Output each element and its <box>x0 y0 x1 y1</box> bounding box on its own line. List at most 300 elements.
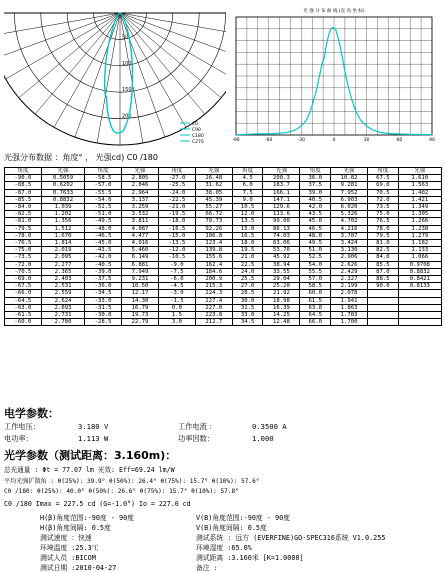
table-cell: 1.402 <box>398 189 441 196</box>
table-cell: -49.5 <box>85 218 122 225</box>
table-cell: 25.5 <box>232 276 263 283</box>
table-cell: 215.3 <box>195 283 232 290</box>
table-cell: 2.624 <box>41 297 84 304</box>
table-cell: 227.4 <box>195 297 232 304</box>
table-cell: 82.5 <box>368 247 399 254</box>
table-row <box>5 312 442 319</box>
table-cell: -61.5 <box>5 312 42 319</box>
table-cell: -66.0 <box>5 290 42 297</box>
table-header-cell: 角度 <box>232 168 263 175</box>
polar-chart <box>4 3 226 153</box>
table-cell: 2.403 <box>41 276 84 283</box>
table-cell: 52.5 <box>300 254 331 261</box>
table-cell: 64.5 <box>300 312 331 319</box>
table-cell: 1.610 <box>398 175 441 182</box>
table-cell: 3.424 <box>331 240 368 247</box>
table-cell: -43.5 <box>85 247 122 254</box>
table-cell: -58.5 <box>85 175 122 182</box>
table-cell: 69.0 <box>368 182 399 189</box>
table-row <box>5 175 442 182</box>
table-cell: 2.327 <box>331 276 368 283</box>
table-cell: -73.5 <box>5 254 42 261</box>
table-cell: -34.5 <box>85 290 122 297</box>
table-cell: 3.0 <box>158 319 195 326</box>
table-cell: -70.5 <box>5 268 42 275</box>
table-header-cell: 光强 <box>263 168 300 175</box>
table-cell: 34.5 <box>232 319 263 326</box>
table-cell: 25.20 <box>263 283 300 290</box>
table-row <box>5 196 442 203</box>
table-cell: 3.137 <box>122 196 159 203</box>
table-cell: 7.5 <box>232 189 263 196</box>
table-cell: -72.0 <box>5 261 42 268</box>
table-cell: 18.98 <box>263 297 300 304</box>
table-cell: 75.0 <box>368 211 399 218</box>
table-cell: 21.0 <box>232 254 263 261</box>
table-cell: 113.6 <box>263 211 300 218</box>
table-cell: -82.5 <box>5 211 42 218</box>
table-cell: 57.0 <box>300 276 331 283</box>
table-cell: 1.563 <box>398 182 441 189</box>
table-cell: -55.5 <box>85 189 122 196</box>
table-cell <box>398 297 441 304</box>
cartesian-x-tick-label: -30 <box>297 138 306 143</box>
polar-intensity-curve <box>105 13 133 133</box>
table-cell: 1.5 <box>158 312 195 319</box>
table-cell: 45.39 <box>195 196 232 203</box>
table-cell: 200.3 <box>263 175 300 182</box>
table-cell: 19.5 <box>232 247 263 254</box>
table-cell: 7.949 <box>122 268 159 275</box>
table-cell: 1.670 <box>41 232 84 239</box>
table-cell: -16.5 <box>158 225 195 232</box>
table-cell: 6.0 <box>232 182 263 189</box>
table-cell: -81.0 <box>5 218 42 225</box>
table-cell: -1.5 <box>158 297 195 304</box>
table-cell: -40.5 <box>85 261 122 268</box>
table-cell: 6.149 <box>122 254 159 261</box>
footer-note: 备注 : <box>196 564 218 572</box>
table-row <box>5 204 442 211</box>
table-cell: 85.5 <box>368 261 399 268</box>
table-cell: 33.0 <box>232 312 263 319</box>
table-cell: 74.03 <box>263 232 300 239</box>
table-cell: 53.70 <box>263 247 300 254</box>
table-cell: 87.0 <box>368 268 399 275</box>
table-cell: 14.30 <box>122 297 159 304</box>
table-cell: -4.5 <box>158 283 195 290</box>
table-cell: 2.906 <box>331 254 368 261</box>
table-cell: -78.0 <box>5 232 42 239</box>
cartesian-x-tick-label: 60 <box>396 138 403 143</box>
table-cell: -37.5 <box>85 276 122 283</box>
table-cell: 42.0 <box>300 204 331 211</box>
table-row <box>5 247 442 254</box>
table-cell: 4.087 <box>122 225 159 232</box>
table-cell: 227.0 <box>195 304 232 311</box>
table-cell: -18.0 <box>158 218 195 225</box>
table-cell <box>368 312 399 319</box>
table-cell: 0.5059 <box>41 175 84 182</box>
table-row <box>5 232 442 239</box>
table-cell <box>368 319 399 326</box>
table-row <box>5 268 442 275</box>
table-cell: 79.73 <box>195 218 232 225</box>
table-cell: 0.8832 <box>41 196 84 203</box>
table-cell: 10.5 <box>232 204 263 211</box>
table-cell: 184.6 <box>195 268 232 275</box>
table-cell: 9.0 <box>232 196 263 203</box>
table-cell: -30.0 <box>85 312 122 319</box>
footer-h-step: H(β)角度间隔: 0.5度 <box>40 524 111 532</box>
footer-distance: 测试距离 :3.160米 [K=1.0000] <box>196 554 304 562</box>
table-header-cell: 光强 <box>41 168 84 175</box>
table-cell: 6.881 <box>122 261 159 268</box>
table-cell: 38.94 <box>263 261 300 268</box>
table-cell: 55.27 <box>195 204 232 211</box>
table-row <box>5 297 442 304</box>
table-cell: -15.0 <box>158 232 195 239</box>
table-row <box>5 276 442 283</box>
table-row <box>5 290 442 297</box>
table-cell <box>398 304 441 311</box>
table-header-cell: 光强 <box>398 168 441 175</box>
table-cell: 21.92 <box>263 290 300 297</box>
table-row <box>5 304 442 311</box>
table-cell <box>368 290 399 297</box>
table-cell: -13.5 <box>158 240 195 247</box>
table-cell: 10.50 <box>122 283 159 290</box>
polar-grid-spoke <box>120 13 226 58</box>
table-cell: 61.5 <box>300 297 331 304</box>
intensity-data-table <box>4 167 442 326</box>
table-cell: 4.477 <box>122 232 159 239</box>
voltage-value: 3.180 V <box>78 422 109 431</box>
table-cell: 2.846 <box>122 182 159 189</box>
table-cell: 9.231 <box>122 276 159 283</box>
table-cell: 2.531 <box>41 283 84 290</box>
table-header-cell: 角度 <box>300 168 331 175</box>
table-title: 光强分布数据 ：角度° ， 光强cd) C0 /180 <box>4 153 158 162</box>
table-cell: 92.26 <box>195 225 232 232</box>
table-cell: 5.326 <box>331 211 368 218</box>
optical-line-c0: C0 /180: θ(25%): 40.0° θ(50%): 26.6° θ(75%): 15.7° θ(10%): 57.8° <box>4 488 239 495</box>
table-cell: 2.693 <box>41 304 84 311</box>
polar-radial-label: 150 <box>122 87 132 94</box>
footer-speed: 测试速度 ：快速 <box>40 534 92 542</box>
table-cell: 1.182 <box>398 240 441 247</box>
table-header-cell: 光强 <box>122 168 159 175</box>
table-cell: 106.8 <box>195 232 232 239</box>
table-cell: 4.5 <box>232 175 263 182</box>
table-cell: 1.266 <box>398 218 441 225</box>
table-cell: 12.17 <box>122 290 159 297</box>
table-cell: 0.6202 <box>41 182 84 189</box>
table-cell: 19.73 <box>122 312 159 319</box>
table-cell: -60.0 <box>5 319 42 326</box>
table-cell: 2.019 <box>41 247 84 254</box>
table-cell: 55.5 <box>300 268 331 275</box>
table-cell: 1.941 <box>331 297 368 304</box>
table-cell: 2.199 <box>331 283 368 290</box>
table-header-cell: 角度 <box>85 168 122 175</box>
table-cell: -46.5 <box>85 232 122 239</box>
polar-legend-label: C0 <box>192 122 199 127</box>
table-cell: 129.6 <box>263 204 300 211</box>
table-cell: 81.0 <box>368 240 399 247</box>
table-cell: -64.5 <box>5 297 42 304</box>
table-cell: 3.532 <box>122 211 159 218</box>
table-cell: 86.13 <box>263 225 300 232</box>
voltage-label: 工作电压： <box>4 422 40 431</box>
footer-right <box>196 512 385 572</box>
footer-date: 测试日期 :2010-04-27 <box>40 564 117 572</box>
table-cell: 73.5 <box>368 204 399 211</box>
table-cell: -21.0 <box>158 204 195 211</box>
table-cell <box>368 304 399 311</box>
table-cell: -75.0 <box>5 247 42 254</box>
table-cell <box>368 297 399 304</box>
table-cell: 1.814 <box>41 240 84 247</box>
table-cell: 78.0 <box>368 225 399 232</box>
table-cell <box>398 319 441 326</box>
table-cell: 4.216 <box>331 225 368 232</box>
table-row <box>5 225 442 232</box>
table-cell: 0.7633 <box>41 189 84 196</box>
table-cell: 45.0 <box>300 218 331 225</box>
table-cell: -3.0 <box>158 290 195 297</box>
table-cell: -69.0 <box>5 276 42 283</box>
table-cell: 22.5 <box>232 261 263 268</box>
polar-legend-label: C90 <box>192 128 201 133</box>
table-cell: -67.5 <box>5 283 42 290</box>
table-row <box>5 218 442 225</box>
table-header-cell: 角度 <box>158 168 195 175</box>
optical-line-imax: C0 /180 Imax = 227.5 cd (G=-1.0°) Io = 227.0 cd <box>4 500 191 508</box>
table-cell: 31.62 <box>195 182 232 189</box>
footer-humidity: 环境湿度 :65.0% <box>196 544 252 552</box>
table-cell: 7.952 <box>331 189 368 196</box>
table-cell: -36.0 <box>85 283 122 290</box>
table-cell: 28.5 <box>232 290 263 297</box>
table-cell: 67.5 <box>368 175 399 182</box>
table-cell: 10.82 <box>331 175 368 182</box>
power-factor-value: 1.000 <box>252 434 274 443</box>
polar-legend-label: C270 <box>192 140 204 145</box>
table-cell: 1.356 <box>41 218 84 225</box>
table-cell: 72.0 <box>368 196 399 203</box>
table-cell: 123.4 <box>195 240 232 247</box>
table-cell: 0.8832 <box>398 268 441 275</box>
footer-left <box>40 512 134 572</box>
table-row <box>5 261 442 268</box>
table-cell: 84.0 <box>368 254 399 261</box>
table-cell: 40.5 <box>300 196 331 203</box>
table-cell: 1.700 <box>331 319 368 326</box>
table-cell: -12.0 <box>158 247 195 254</box>
table-cell: 1.066 <box>398 254 441 261</box>
table-cell: 1.039 <box>41 204 84 211</box>
table-cell: 2.365 <box>41 268 84 275</box>
table-cell <box>398 312 441 319</box>
table-cell: 139.8 <box>195 247 232 254</box>
table-cell: -42.0 <box>85 254 122 261</box>
table-cell: 162.4 <box>195 261 232 268</box>
cartesian-x-tick-label: 0 <box>332 138 336 143</box>
table-cell: -45.0 <box>85 240 122 247</box>
table-cell: 18.0 <box>232 240 263 247</box>
table-cell: -84.0 <box>5 204 42 211</box>
table-cell: 4.916 <box>122 240 159 247</box>
table-cell: -39.0 <box>85 268 122 275</box>
table-cell: 48.0 <box>300 232 331 239</box>
table-cell: 183.7 <box>263 182 300 189</box>
table-cell: 63.0 <box>300 304 331 311</box>
table-cell: 54.0 <box>300 261 331 268</box>
table-cell: 2.805 <box>122 175 159 182</box>
table-cell: 15.0 <box>232 225 263 232</box>
table-cell: 2.559 <box>41 290 84 297</box>
table-cell: 38.05 <box>195 189 232 196</box>
table-cell: 1.279 <box>398 232 441 239</box>
power-value: 1.113 W <box>78 434 109 443</box>
table-cell: 36.0 <box>300 175 331 182</box>
table-cell: 223.8 <box>195 312 232 319</box>
cartesian-x-tick-label: -90 <box>232 138 240 143</box>
table-cell: 0.8133 <box>398 283 441 290</box>
table-cell: -7.5 <box>158 268 195 275</box>
table-header-row <box>5 168 442 175</box>
table-cell: 0.0 <box>158 304 195 311</box>
table-cell: 3.259 <box>122 204 159 211</box>
table-cell: 3.787 <box>331 232 368 239</box>
table-cell: 1.238 <box>398 225 441 232</box>
table-cell: 58.5 <box>300 283 331 290</box>
table-cell: -10.5 <box>158 254 195 261</box>
table-cell: -52.5 <box>85 204 122 211</box>
table-cell: 2.780 <box>41 319 84 326</box>
table-cell: 27.0 <box>232 283 263 290</box>
power-label: 电功率： <box>4 434 33 443</box>
table-cell: -22.5 <box>158 196 195 203</box>
table-cell: 63.06 <box>263 240 300 247</box>
table-cell: -48.0 <box>85 225 122 232</box>
table-cell: 155.6 <box>195 254 232 261</box>
table-cell: 66.0 <box>300 319 331 326</box>
table-cell: 3.811 <box>122 218 159 225</box>
table-cell: 2.277 <box>41 261 84 268</box>
table-cell: 45.92 <box>263 254 300 261</box>
table-cell: 70.5 <box>368 189 399 196</box>
table-cell: 33.55 <box>263 268 300 275</box>
table-cell: 51.0 <box>300 247 331 254</box>
table-cell: 1.863 <box>331 304 368 311</box>
cartesian-x-tick-label: 30 <box>363 138 370 143</box>
table-cell: 39.0 <box>300 189 331 196</box>
table-cell: 2.078 <box>331 290 368 297</box>
table-row <box>5 189 442 196</box>
table-row <box>5 182 442 189</box>
table-cell: 6.020 <box>331 204 368 211</box>
table-cell: -19.5 <box>158 211 195 218</box>
table-cell: 79.5 <box>368 232 399 239</box>
table-cell: 22.79 <box>122 319 159 326</box>
table-cell: 16.39 <box>263 304 300 311</box>
current-label: 工作电流 ： <box>178 422 217 431</box>
table-row <box>5 211 442 218</box>
polar-radial-label: 200 <box>122 113 132 120</box>
footer-v-step: V(B)角度间隔: 0.5度 <box>196 524 267 532</box>
table-cell: 224.3 <box>195 290 232 297</box>
table-cell: 14.25 <box>263 312 300 319</box>
table-cell: 166.1 <box>263 189 300 196</box>
polar-legend-label: C180 <box>192 134 204 139</box>
polar-radial-label: 50 <box>122 34 129 41</box>
table-cell: 1.349 <box>398 204 441 211</box>
table-cell: 16.79 <box>122 304 159 311</box>
table-row <box>5 319 442 326</box>
cartesian-title: 光 强 分 布 曲 线 (直 角 坐 标) <box>303 9 365 14</box>
footer-v-range: V(B)角度范围:-90度 - 90度 <box>196 514 290 522</box>
table-header-cell: 角度 <box>368 168 399 175</box>
table-cell: 3.130 <box>331 247 368 254</box>
table-cell: 2.731 <box>41 312 84 319</box>
table-cell: 46.5 <box>300 225 331 232</box>
table-cell: -79.5 <box>5 225 42 232</box>
table-header-cell: 角度 <box>5 168 42 175</box>
table-cell: -31.5 <box>85 304 122 311</box>
table-cell: 5.460 <box>122 247 159 254</box>
table-cell: 1.305 <box>398 211 441 218</box>
table-cell: -28.5 <box>85 319 122 326</box>
table-cell: 1.202 <box>41 211 84 218</box>
polar-radial-label: 100 <box>122 60 132 67</box>
table-header-cell: 光强 <box>195 168 232 175</box>
cartesian-chart-svg <box>228 3 442 153</box>
table-cell: -24.0 <box>158 189 195 196</box>
footer-system: 测试系统 : 远方 (EVERFINE)GO-SPEC316系统 V1.0.255 <box>196 534 386 542</box>
table-cell: 49.5 <box>300 240 331 247</box>
table-cell: 88.5 <box>368 276 399 283</box>
table-cell: 13.5 <box>232 218 263 225</box>
table-cell: 66.72 <box>195 211 232 218</box>
table-cell: -33.0 <box>85 297 122 304</box>
table-cell: 6.903 <box>331 196 368 203</box>
table-cell <box>398 290 441 297</box>
optical-title: 光学参数（测试距离：3.160m)： <box>4 449 177 462</box>
table-cell: 0.9708 <box>398 261 441 268</box>
table-cell: -9.0 <box>158 261 195 268</box>
table-cell: 0.8421 <box>398 276 441 283</box>
table-cell: 200.9 <box>195 276 232 283</box>
table-cell: 2.626 <box>331 261 368 268</box>
table-cell: -87.0 <box>5 189 42 196</box>
table-cell: 212.7 <box>195 319 232 326</box>
table-cell: 37.5 <box>300 182 331 189</box>
optical-line-avg-angle: 平均光强扩散角 : θ(25%): 39.9° θ(50%): 26.4° θ(75%): 15.7° θ(10%): 57.6° <box>4 478 260 485</box>
table-cell: 29.04 <box>263 276 300 283</box>
table-cell: 16.5 <box>232 232 263 239</box>
table-cell: -76.5 <box>5 240 42 247</box>
power-factor-label: 功率因数： <box>178 434 214 443</box>
table-row <box>5 240 442 247</box>
table-cell: 31.5 <box>232 304 263 311</box>
table-cell: 76.5 <box>368 218 399 225</box>
table-cell: 99.00 <box>263 218 300 225</box>
table-cell: 30.0 <box>232 297 263 304</box>
table-cell: 12.0 <box>232 211 263 218</box>
table-cell: -6.0 <box>158 276 195 283</box>
